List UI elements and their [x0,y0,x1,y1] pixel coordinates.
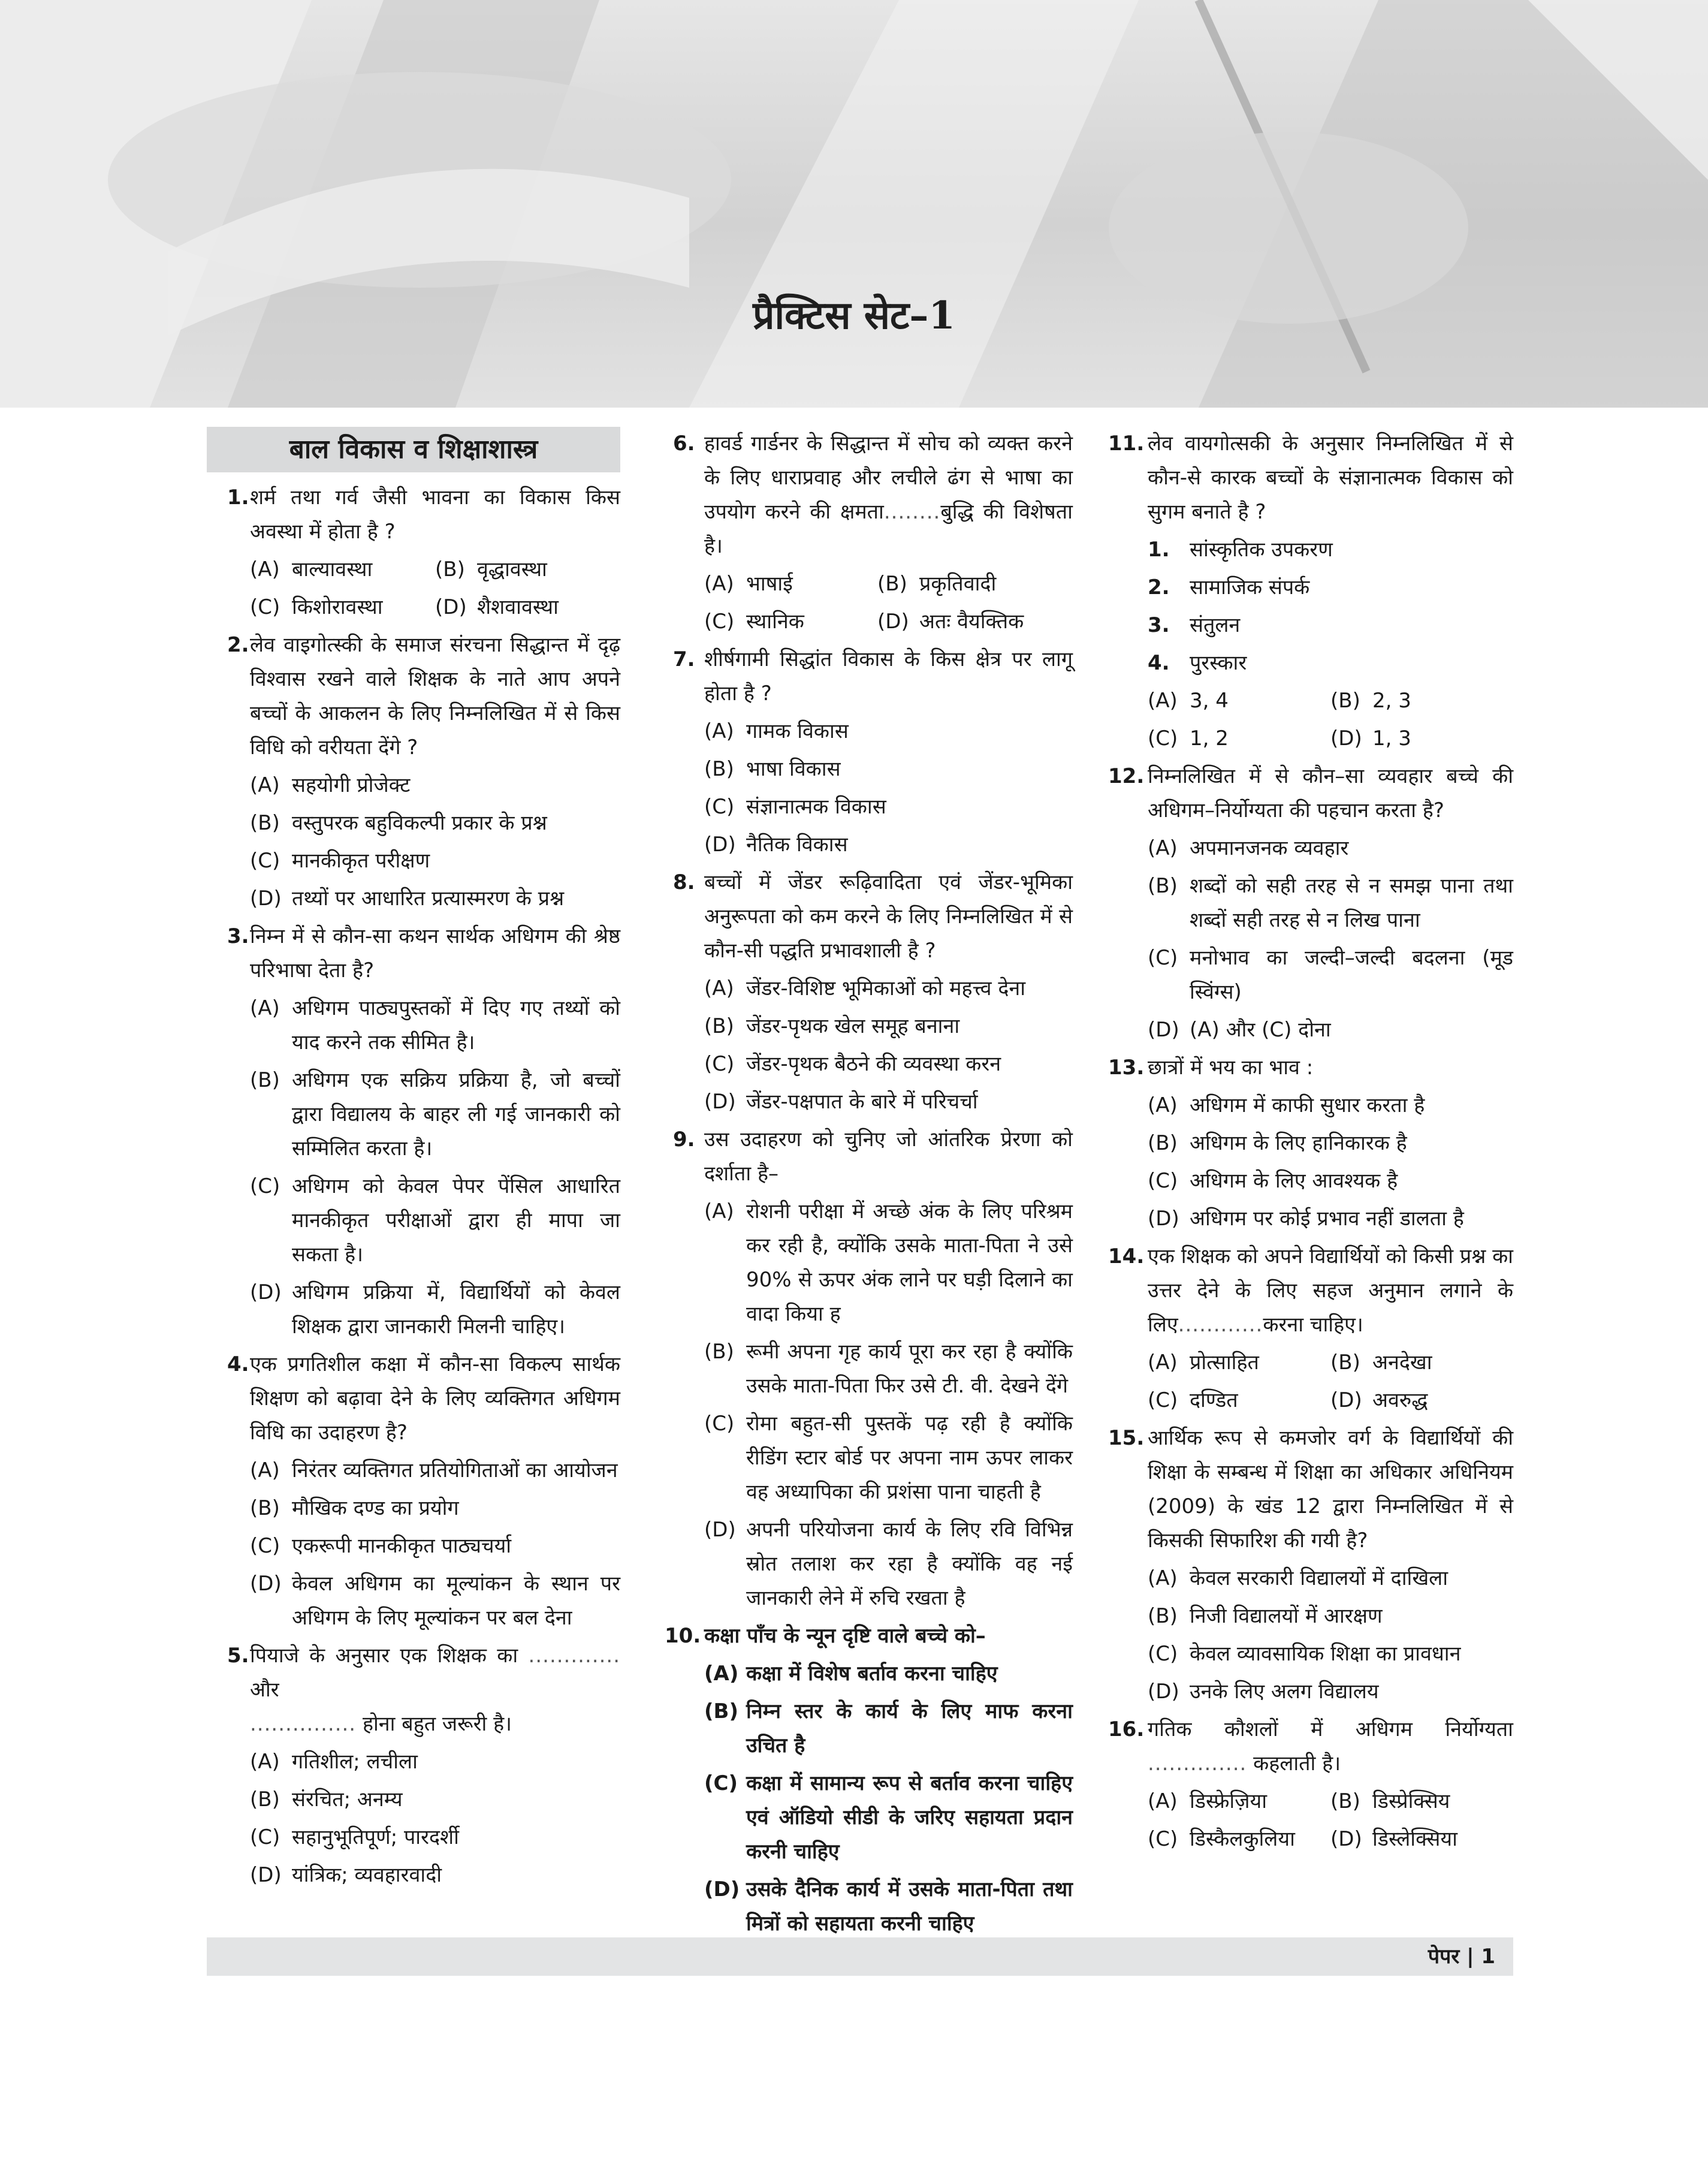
question-14 [1106,1240,1513,1418]
blank: ........ [883,500,941,524]
option-b[interactable]: (B) जेंडर-पृथक खेल समूह बनाना [704,1014,960,1038]
question-13 [1106,1051,1513,1236]
options [1148,1785,1513,1819]
option-b[interactable]: (B) प्रकृतिवादी [877,572,997,596]
option-d[interactable]: (D) (A) और (C) दोना [1148,1018,1331,1042]
question-number: 1. [227,486,249,510]
question-12 [1106,759,1513,1047]
options [1148,722,1513,756]
banner-background-image [0,0,1708,408]
option-c[interactable]: (C) कक्षा में सामान्य रूप से बर्ताव करना चाहिए एवं ऑडियो सीडी के जरिए सहायता प्रदान करनी चाहिए [704,1771,1073,1864]
question-text: हावर्ड गार्डनर के सिद्धान्त में सोच को व्यक्त करने के लिए धाराप्रवाह और लचीले ढंग से भाषा का उपयोग करने की क्षमता........बुद्धि की विशेषता है। [704,432,1073,558]
question-6 [662,427,1073,639]
question-7 [662,643,1073,862]
question-text: शीर्षगामी सिद्धांत विकास के किस क्षेत्र पर लागू होता है ? [704,647,1073,706]
question-number: 11. [1108,432,1145,456]
option-d[interactable]: (D) उसके दैनिक कार्य में उसके माता-पिता तथा मित्रों को सहायता करनी चाहिए [704,1877,1073,1936]
option-a[interactable]: (A) रोशनी परीक्षा में अच्छे अंक के लिए परिश्रम कर रही है, क्योंकि उसके माता-पिता ने उसे 90% से ऊपर अंक लाने पर घड़ी दिलाने का वादा किया ह [704,1199,1073,1326]
column-1 [207,427,620,1896]
options [250,590,620,625]
option-c[interactable]: (C) मानकीकृत परीक्षण [250,849,430,873]
option-d[interactable]: (D) उनके लिए अलग विद्यालय [1148,1680,1379,1704]
question-number: 13. [1108,1056,1145,1080]
question-number: 14. [1108,1244,1145,1268]
option-b[interactable]: (B) रूमी अपना गृह कार्य पूरा कर रहा है क्योंकि उसके माता-पिता फिर उसे टी. वी. देखने देंगे [704,1340,1073,1398]
option-d[interactable]: (D) केवल अधिगम का मूल्यांकन के स्थान पर अधिगम के लिए मूल्यांकन पर बल देना [250,1572,620,1630]
options [1148,1346,1513,1380]
question-number: 6. [673,432,695,456]
column-3 [1106,427,1513,1860]
blank: ............ [1178,1313,1263,1337]
question-text: निम्नलिखित में से कौन–सा व्यवहार बच्चे की अधिगम–निर्योग्यता की पहचान करता है? [1148,764,1513,822]
question-5 [207,1639,620,1892]
options [704,605,1073,639]
option-d[interactable]: (D) अधिगम पर कोई प्रभाव नहीं डालता है [1148,1207,1464,1231]
option-d[interactable]: (D) 1, 3 [1330,727,1411,751]
question-number: 16. [1108,1717,1145,1741]
question-2 [207,628,620,916]
question-text: पियाजे के अनुसार एक शिक्षक का ............. और ............... होना बहुत जरूरी है। [250,1644,621,1736]
option-a[interactable]: (A) बाल्यावस्था [250,557,373,581]
question-number: 7. [673,647,695,671]
option-a[interactable]: (A) निरंतर व्यक्तिगत प्रतियोगिताओं का आयोजन [250,1458,618,1482]
section-heading: बाल विकास व शिक्षाशास्त्र [207,427,620,472]
question-text: एक प्रगतिशील कक्षा में कौन-सा विकल्प सार्थक शिक्षण को बढ़ावा देने के लिए व्यक्तिगत अधिगम विधि का उदाहरण है? [250,1352,620,1445]
question-number: 3. [227,924,249,948]
option-b[interactable]: (B) अधिगम के लिए हानिकारक है [1148,1131,1407,1155]
question-text: गतिक कौशलों में अधिगम निर्योग्यता .............. कहलाती है। [1148,1717,1513,1776]
option-c[interactable]: (C) सहानुभूतिपूर्ण; पारदर्शी [250,1825,459,1849]
option-a[interactable]: (A) सहयोगी प्रोजेक्ट [250,773,411,797]
header-banner [0,0,1708,408]
option-c[interactable]: (C) अधिगम को केवल पेपर पेंसिल आधारित मानकीकृत परीक्षाओं द्वारा ही मापा जा सकता है। [250,1174,620,1267]
question-number: 10. [665,1624,701,1648]
option-b[interactable]: (B) निजी विद्यालयों में आरक्षण [1148,1604,1383,1628]
page-title: प्रैक्टिस सेट–1 [753,293,955,338]
list-item: 4. पुरस्कार [1148,651,1247,675]
option-b[interactable]: (B) 2, 3 [1330,689,1411,713]
question-text: आर्थिक रूप से कमजोर वर्ग के विद्यार्थियों की शिक्षा के सम्बन्ध में शिक्षा का अधिकार अधिनियम (2009) के खंड 12 द्वारा निम्नलिखित में से किसकी सिफारिश की गयी है? [1148,1426,1513,1553]
list-item: 1. सांस्कृतिक उपकरण [1148,538,1333,562]
options [1148,1822,1513,1856]
option-c[interactable]: (C) मनोभाव का जल्दी–जल्दी बदलना (मूड स्विंग्स) [1148,946,1513,1004]
question-16 [1106,1713,1513,1856]
option-d[interactable]: (D) अवरुद्ध [1330,1388,1428,1412]
question-10 [662,1619,1073,1941]
options [250,553,620,587]
option-a[interactable]: (A) कक्षा में विशेष बर्ताव करना चाहिए [704,1662,998,1686]
question-text: कक्षा पाँच के न्यून दृष्टि वाले बच्चे को– [704,1624,986,1648]
question-text: एक शिक्षक को अपने विद्यार्थियों को किसी प्रश्न का उत्तर देने के लिए सहज अनुमान लगाने के लिए............करना चाहिए। [1148,1244,1513,1337]
option-a[interactable]: (A) डिस्फ्रेज़िया [1148,1789,1267,1813]
option-a[interactable]: (A) केवल सरकारी विद्यालयों में दाखिला [1148,1566,1448,1590]
option-a[interactable]: (A) अधिगम में काफी सुधार करता है [1148,1093,1425,1117]
option-c[interactable]: (C) 1, 2 [1148,727,1229,751]
option-b[interactable]: (B) अनदेखा [1330,1351,1432,1375]
option-a[interactable]: (A) अपमानजनक व्यवहार [1148,836,1349,860]
option-d[interactable]: (D) अतः वैयक्तिक [877,610,1024,634]
option-d[interactable]: (D) यांत्रिक; व्यवहारवादी [250,1863,442,1887]
option-a[interactable]: (A) गामक विकास [704,719,849,743]
options [1148,684,1513,718]
question-number: 2. [227,633,249,657]
page-number: पेपर | 1 [1428,1945,1495,1969]
option-a[interactable]: (A) जेंडर-विशिष्ट भूमिकाओं को महत्त्व देना [704,976,1026,1000]
question-11 [1106,427,1513,756]
option-d[interactable]: (D) अपनी परियोजना कार्य के लिए रवि विभिन्न स्रोत तलाश कर रहा है क्योंकि वह नई जानकारी लेने में रुचि रखता है [704,1518,1073,1610]
option-b[interactable]: (B) भाषा विकास [704,757,841,781]
list-item: 3. संतुलन [1148,613,1241,637]
question-1 [207,481,620,625]
option-d[interactable]: (D) तथ्यों पर आधारित प्रत्यास्मरण के प्रश्न [250,887,565,911]
option-b[interactable]: (B) निम्न स्तर के कार्य के लिए माफ करना उचित है [704,1699,1073,1758]
option-a[interactable]: (A) अधिगम पाठ्यपुस्तकों में दिए गए तथ्यों को याद करने तक सीमित है। [250,996,620,1054]
option-a[interactable]: (A) 3, 4 [1148,689,1229,713]
option-c[interactable]: (C) डिस्कैलकुलिया [1148,1827,1295,1851]
question-3 [207,920,620,1344]
question-text: उस उदाहरण को चुनिए जो आंतरिक प्रेरणा को दर्शाता है– [704,1128,1073,1186]
option-c[interactable]: (C) रोमा बहुत-सी पुस्तकें पढ़ रही है क्योंकि रीडिंग स्टार बोर्ड पर अपना नाम ऊपर लाकर वह अध्यापिका की प्रशंसा पाना चाहती है [704,1412,1073,1504]
question-9 [662,1123,1073,1616]
question-number: 9. [673,1128,695,1152]
question-4 [207,1348,620,1635]
option-b[interactable]: (B) संरचित; अनम्य [250,1788,403,1812]
question-number: 8. [673,870,695,894]
question-number: 15. [1108,1426,1145,1450]
option-c[interactable]: (C) किशोरावस्था [250,595,383,619]
question-text: छात्रों में भय का भाव : [1148,1056,1314,1080]
option-b[interactable]: (B) मौखिक दण्ड का प्रयोग [250,1496,459,1520]
option-b[interactable]: (B) वृद्धावस्था [435,557,547,581]
question-text: लेव वाइगोत्स्की के समाज संरचना सिद्धान्त में दृढ़ विश्वास रखने वाले शिक्षक के नाते आप अपने बच्चों के आकलन के लिए निम्नलिखित में से किस विधि को वरीयता देंगे ? [250,633,620,759]
option-a[interactable]: (A) भाषाई [704,572,793,596]
option-c[interactable]: (C) स्थानिक [704,610,804,634]
option-c[interactable]: (C) दण्डित [1148,1388,1238,1412]
question-text: लेव वायगोत्सकी के अनुसार निम्नलिखित में से कौन-से कारक बच्चों के संज्ञानात्मक विकास को सुगम बनाते है ? [1148,432,1513,524]
question-text: शर्म तथा गर्व जैसी भावना का विकास किस अवस्था में होता है ? [250,486,620,544]
option-d[interactable]: (D) जेंडर-पक्षपात के बारे में परिचर्चा [704,1090,978,1114]
option-c[interactable]: (C) केवल व्यावसायिक शिक्षा का प्रावधान [1148,1642,1461,1666]
option-d[interactable]: (D) डिस्लेक्सिया [1330,1827,1457,1851]
column-2 [662,427,1073,1945]
option-d[interactable]: (D) शैशवावस्था [435,595,559,619]
option-d[interactable]: (D) नैतिक विकास [704,833,848,857]
options [704,567,1073,601]
option-c[interactable]: (C) एकरूपी मानकीकृत पाठ्यचर्या [250,1534,512,1558]
question-number: 12. [1108,764,1145,788]
option-b[interactable]: (B) अधिगम एक सक्रिय प्रक्रिया है, जो बच्चों द्वारा विद्यालय के बाहर ली गई जानकारी को सम्मिलित करता है। [250,1068,620,1161]
blank: ............... [250,1712,357,1736]
option-a[interactable]: (A) प्रोत्साहित [1148,1351,1259,1375]
options [1148,1384,1513,1418]
option-c[interactable]: (C) संज्ञानात्मक विकास [704,795,886,819]
list-item: 2. सामाजिक संपर्क [1148,575,1310,599]
question-number: 5. [227,1644,249,1668]
question-text: निम्न में से कौन-सा कथन सार्थक अधिगम की श्रेष्ठ परिभाषा देता है? [250,924,620,982]
question-8 [662,866,1073,1119]
option-b[interactable]: (B) वस्तुपरक बहुविकल्पी प्रकार के प्रश्न [250,811,547,835]
option-c[interactable]: (C) जेंडर-पृथक बैठने की व्यवस्था करन [704,1052,1001,1076]
option-b[interactable]: (B) डिस्प्रेक्सिय [1330,1789,1450,1813]
option-b[interactable]: (B) शब्दों को सही तरह से न समझ पाना तथा शब्दों सही तरह से न लिख पाना [1148,874,1513,932]
question-text: बच्चों में जेंडर रूढ़िवादिता एवं जेंडर-भूमिका अनुरूपता को कम करने के लिए निम्नलिखित में से कौन-सी पद्धति प्रभावशाली है ? [704,870,1073,963]
option-a[interactable]: (A) गतिशील; लचीला [250,1750,418,1774]
blank: ............. [528,1644,621,1668]
option-d[interactable]: (D) अधिगम प्रक्रिया में, विद्यार्थियों को केवल शिक्षक द्वारा जानकारी मिलनी चाहिए। [250,1280,620,1339]
page-footer [207,1937,1513,1976]
question-15 [1106,1421,1513,1709]
blank: .............. [1148,1752,1247,1776]
question-number: 4. [227,1352,249,1376]
option-c[interactable]: (C) अधिगम के लिए आवश्यक है [1148,1169,1398,1193]
